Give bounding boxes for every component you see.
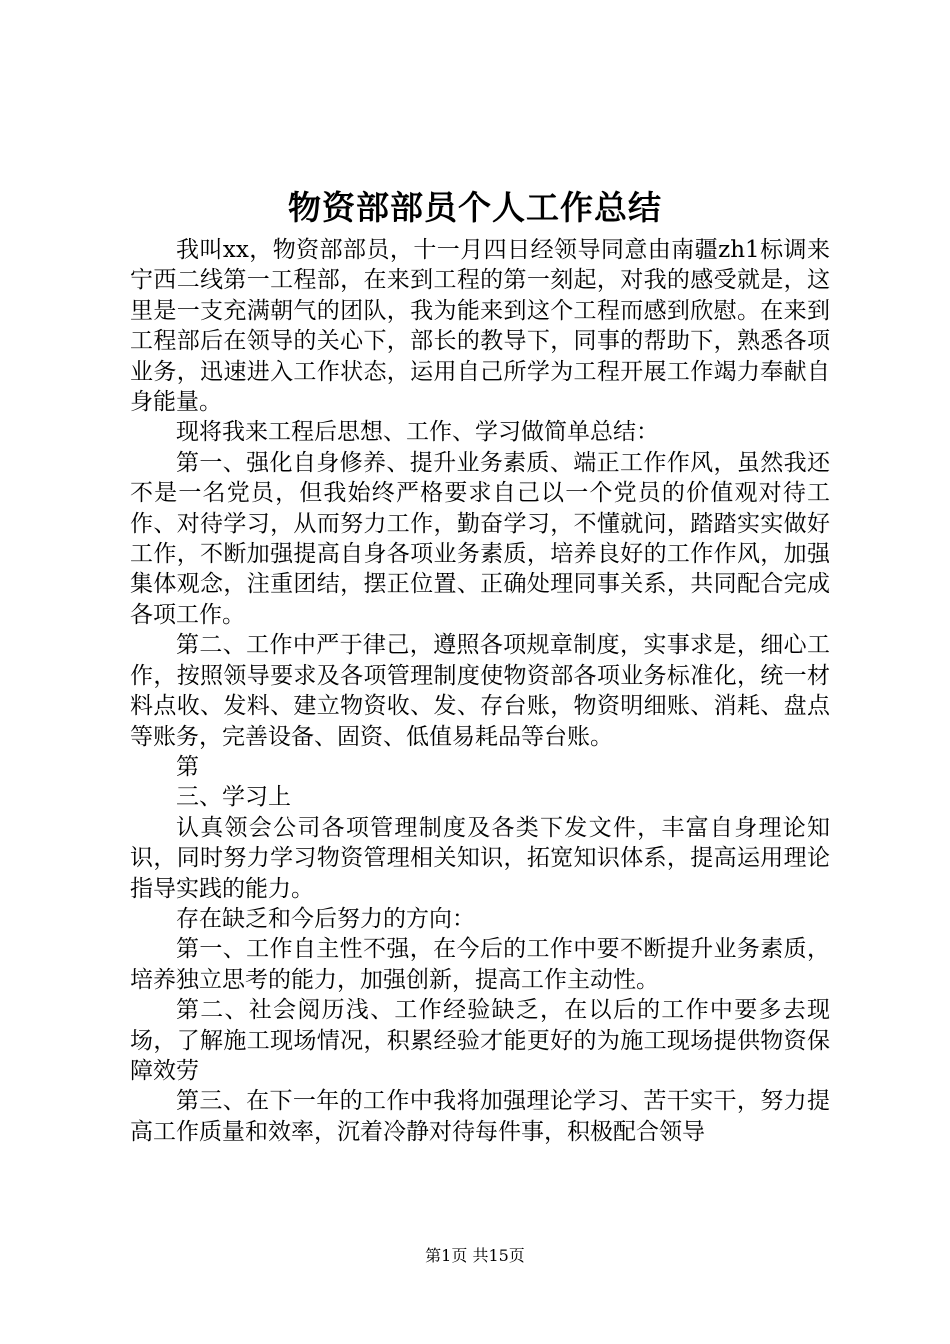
paragraph-shortcoming-one: 第一、工作自主性不强，在今后的工作中要不断提升业务素质，培养独立思考的能力，加强创新，提高工作主动性。	[130, 936, 830, 993]
paragraph-shortcoming-two: 第二、社会阅历浅、工作经验缺乏，在以后的工作中要多去现场，了解施工现场情况，积累经验才能更好的为施工现场提供物资保障效劳	[130, 997, 830, 1084]
page-number-footer: 第1页 共15页	[425, 1246, 525, 1265]
paragraph-intro: 我叫xx，物资部部员，十一月四日经领导同意由南疆zh1标调来宁西二线第一工程部，在来到工程的第一刻起，对我的感受就是，这里是一支充满朝气的团队，我为能来到这个工程而感到欣慰。在来到工程部后在领导的关心下，部长的教导下，同事的帮助下，熟悉各项业务，迅速进入工作状态，运用自己所学为工程开展工作竭力奉献自身能量。	[130, 237, 830, 416]
paragraph-study: 认真领会公司各项管理制度及各类下发文件，丰富自身理论知识，同时努力学习物资管理相关知识，拓宽知识体系，提高运用理论指导实践的能力。	[130, 814, 830, 902]
paragraph-heading-study: 三、学习上	[176, 784, 291, 811]
paragraph-fragment: 第	[176, 753, 199, 780]
paragraph-point-one: 第一、强化自身修养、提升业务素质、端正工作作风，虽然我还不是一名党员，但我始终严格要求自己以一个党员的价值观对待工作、对待学习，从而努力工作，勤奋学习，不懂就问，踏踏实实做好工作，不断加强提高自身各项业务素质，培养良好的工作作风，加强集体观念，注重团结，摆正位置、正确处理同事关系，共同配合完成各项工作。	[130, 449, 830, 628]
document-body	[130, 235, 830, 1147]
paragraph-point-two: 第二、工作中严于律己，遵照各项规章制度，实事求是，细心工作，按照领导要求及各项管理制度使物资部各项业务标准化，统一材料点收、发料、建立物资收、发、存台账，物资明细账、消耗、盘点等账务，完善设备、固资、低值易耗品等台账。	[130, 632, 830, 750]
paragraph-shortcoming-three: 第三、在下一年的工作中我将加强理论学习、苦干实干，努力提高工作质量和效率，沉着冷静对待每件事，积极配合领导	[130, 1088, 830, 1145]
paragraph-summary-lead: 现将我来工程后思想、工作、学习做简单总结：	[176, 419, 659, 446]
document-title: 物资部部员个人工作总结	[288, 188, 662, 227]
paragraph-shortcomings-lead: 存在缺乏和今后努力的方向：	[176, 905, 475, 932]
